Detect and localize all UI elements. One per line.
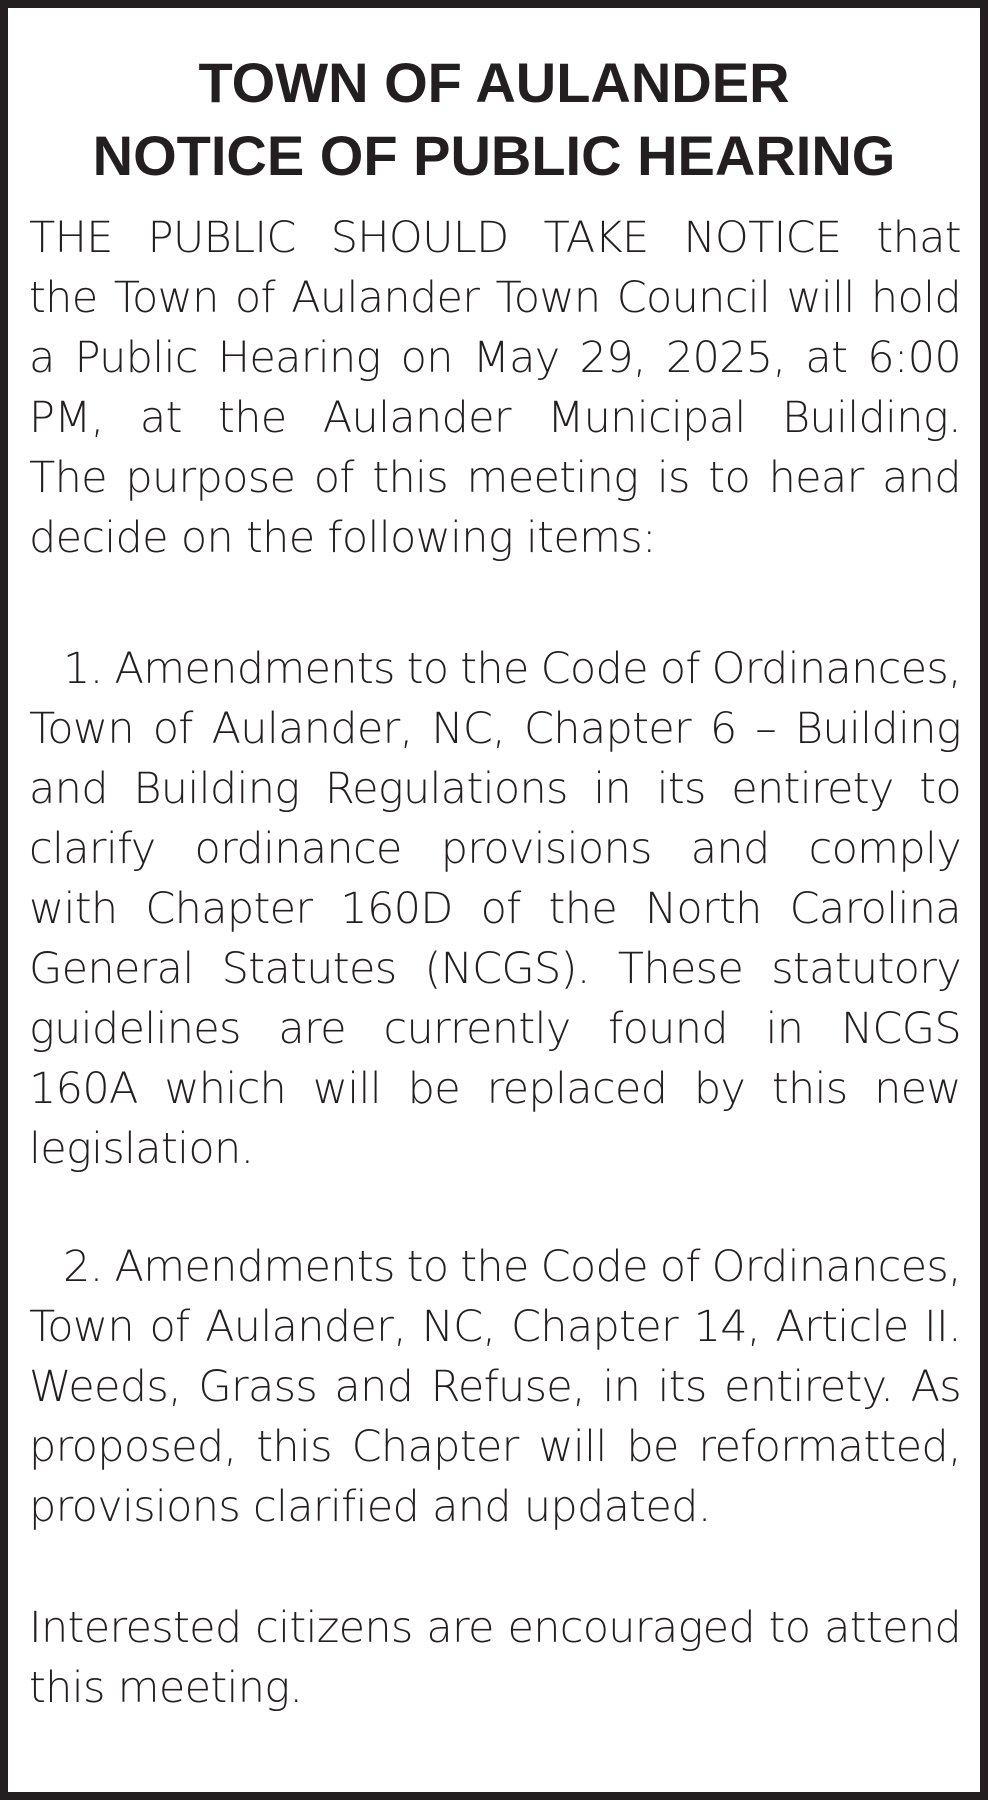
- intro-line: THE PUBLIC SHOULD TAKE NOTICE that: [29, 213, 961, 263]
- item-2-line: provisions clarified and updated.: [29, 1482, 711, 1532]
- item-1-line: guidelines are currently found in NCGS: [29, 1004, 961, 1054]
- item-1-line: 1. Amendments to the Code of Ordinances,: [63, 644, 961, 694]
- intro-line: PM, at the Aulander Municipal Building.: [29, 393, 961, 443]
- closing-line: this meeting.: [29, 1663, 303, 1713]
- item-2-line: Town of Aulander, NC, Chapter 14, Article II.: [29, 1302, 961, 1352]
- item-1-line: General Statutes (NCGS). These statutory: [29, 944, 961, 994]
- intro-line: The purpose of this meeting is to hear and: [29, 453, 961, 503]
- item-1-line: Town of Aulander, NC, Chapter 6 – Building: [29, 704, 961, 754]
- intro-line: decide on the following items:: [29, 513, 656, 563]
- item-1-line: clarify ordinance provisions and comply: [29, 824, 961, 874]
- intro-line: a Public Hearing on May 29, 2025, at 6:00: [29, 333, 961, 383]
- title-town: TOWN OF AULANDER: [198, 51, 790, 114]
- title-notice: NOTICE OF PUBLIC HEARING: [92, 124, 896, 187]
- item-2-line: Weeds, Grass and Refuse, in its entirety. As: [29, 1362, 961, 1412]
- closing-line: Interested citizens are encouraged to attend: [29, 1603, 961, 1653]
- item-1-line: 160A which will be replaced by this new: [29, 1064, 961, 1114]
- item-1-line: and Building Regulations in its entirety to: [29, 764, 961, 814]
- item-1-line: with Chapter 160D of the North Carolina: [29, 884, 961, 934]
- notice-title: [8, 46, 980, 192]
- item-1-line: legislation.: [29, 1124, 254, 1174]
- item-2-line: 2. Amendments to the Code of Ordinances,: [63, 1242, 961, 1292]
- intro-line: the Town of Aulander Town Council will hold: [29, 273, 961, 323]
- item-2-line: proposed, this Chapter will be reformatted,: [29, 1422, 961, 1472]
